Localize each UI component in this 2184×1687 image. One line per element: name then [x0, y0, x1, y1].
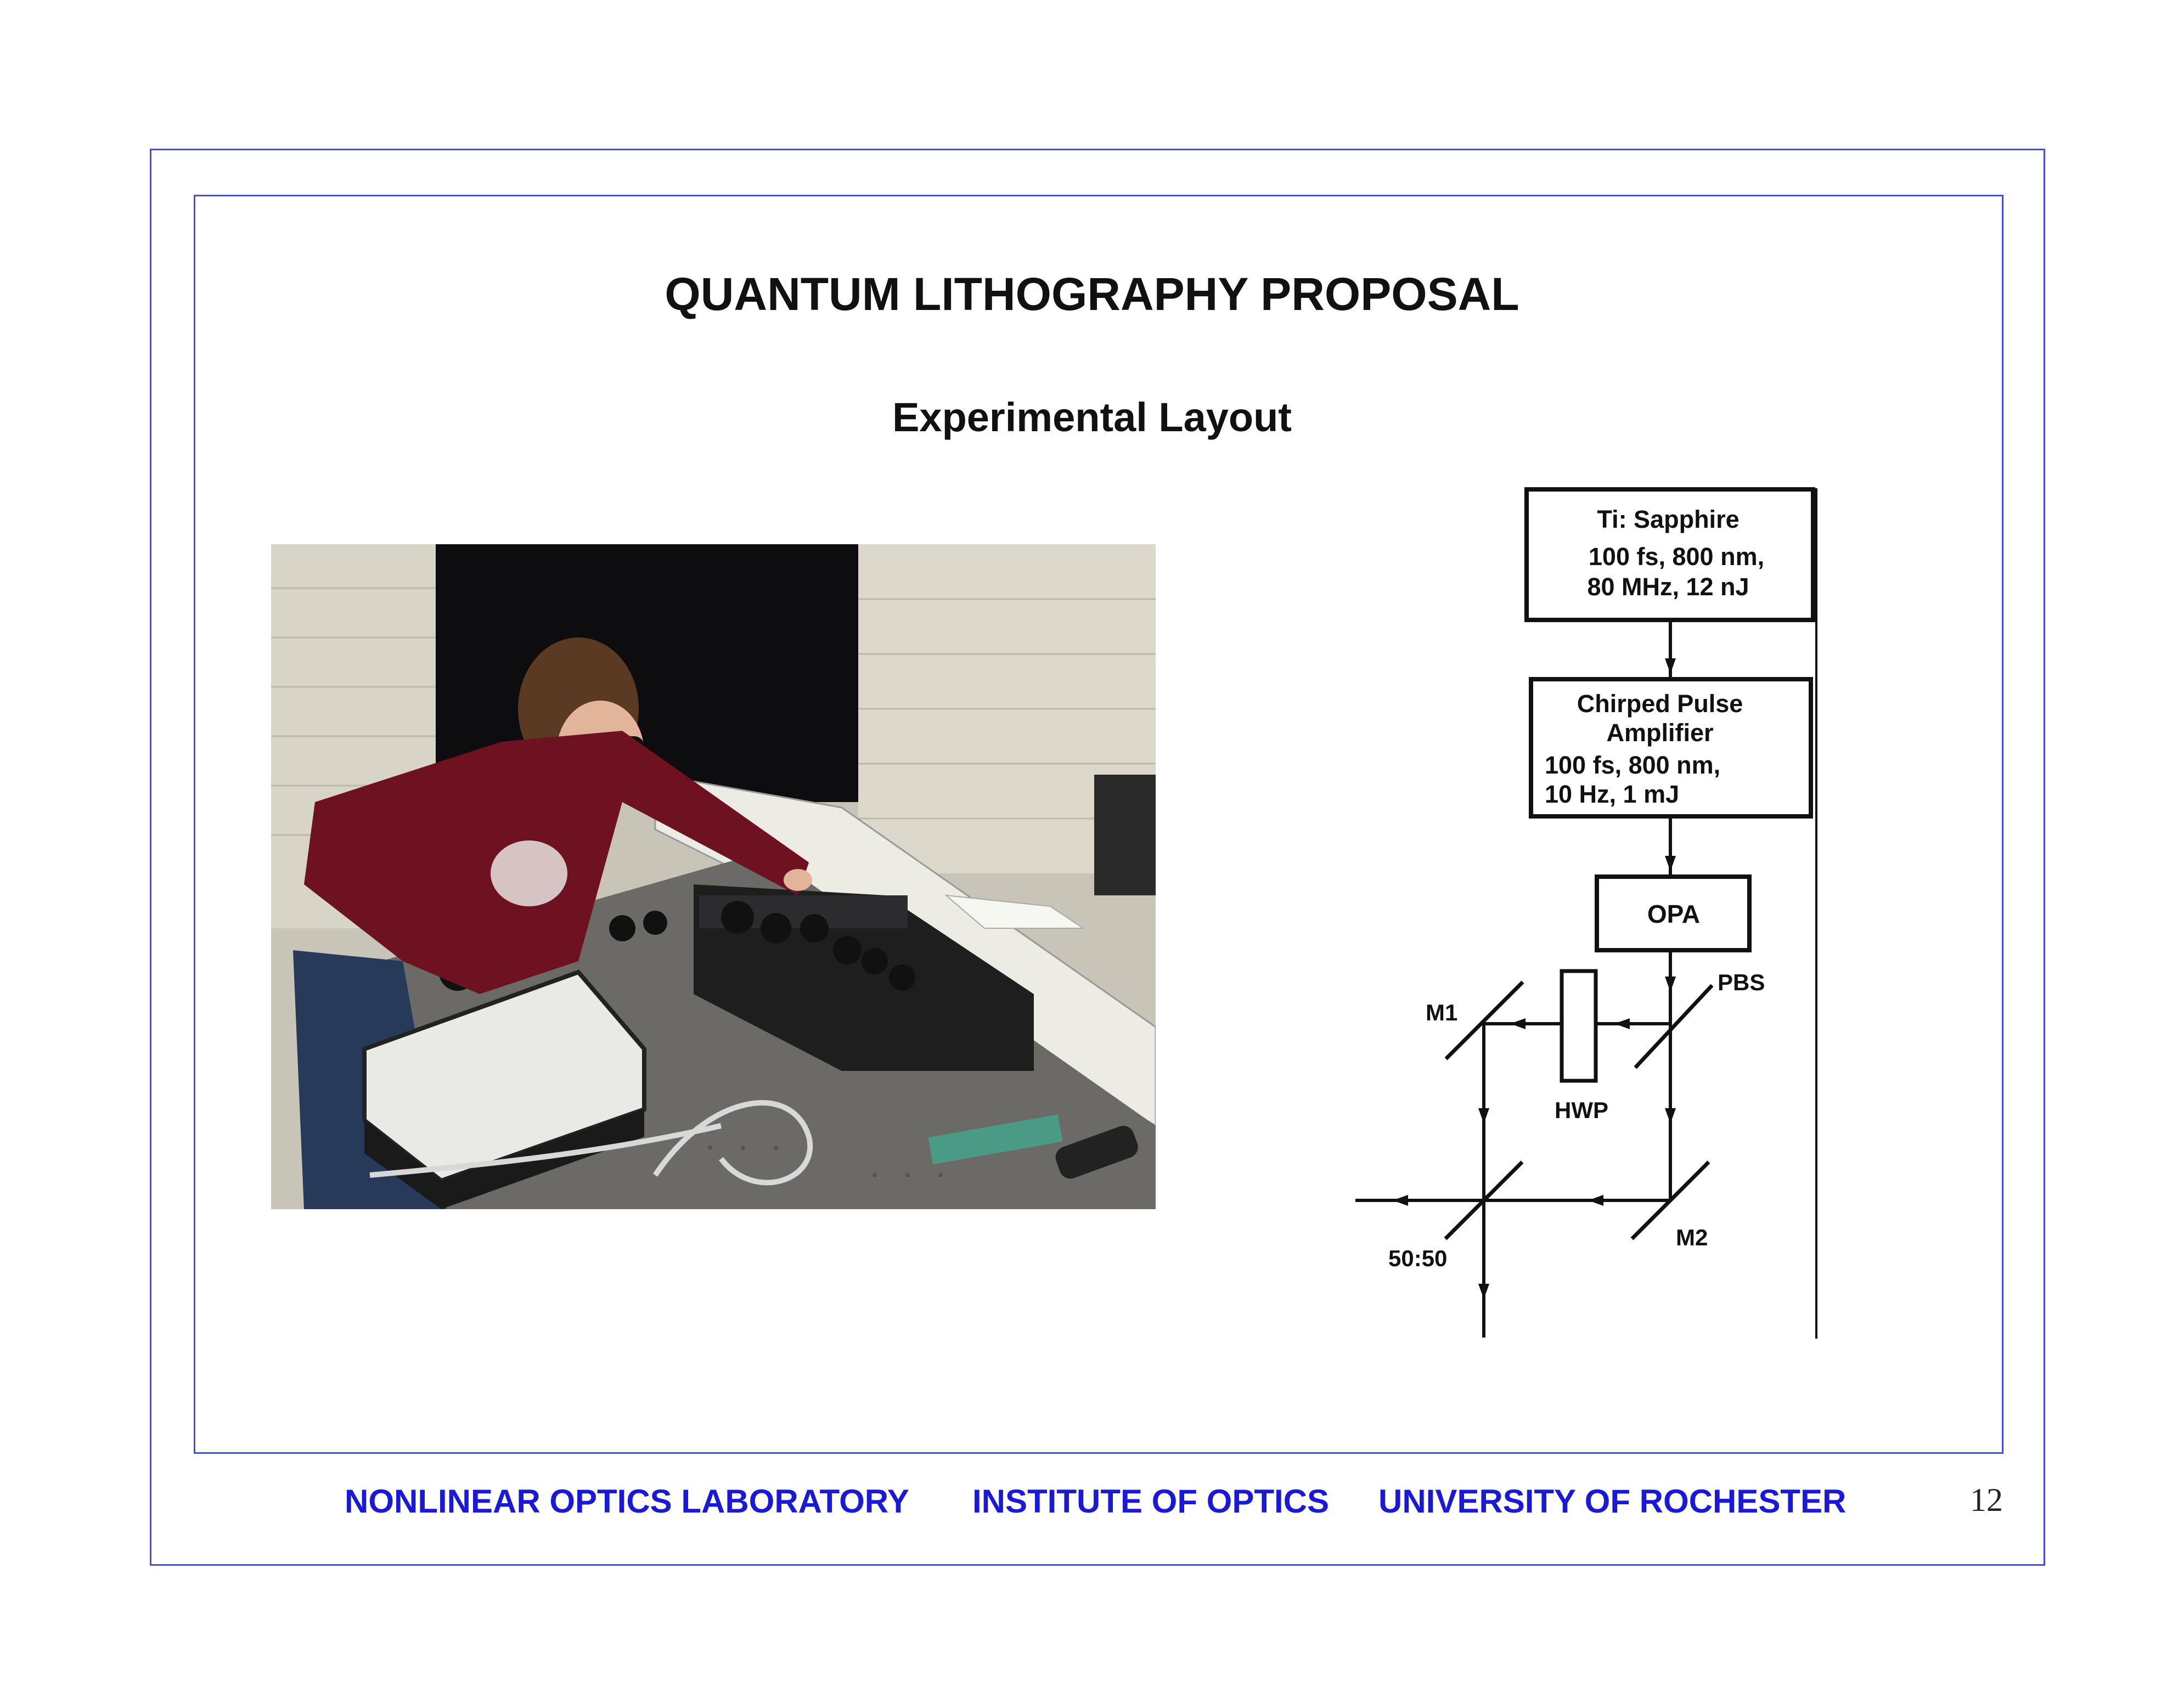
- footer-university: UNIVERSITY OF ROCHESTER: [1378, 1483, 1847, 1520]
- pbs-element: [1635, 985, 1712, 1068]
- amp-line-1: Chirped Pulse: [1577, 690, 1743, 718]
- slide-subtitle: Experimental Layout: [892, 394, 1292, 440]
- amp-line-2: Amplifier: [1606, 719, 1714, 747]
- footer-institute: INSTITUTE OF OPTICS: [972, 1483, 1330, 1520]
- lab-photo: [271, 544, 1156, 1209]
- hwp-element: [1562, 971, 1596, 1081]
- m2-label: M2: [1676, 1225, 1708, 1250]
- optical-layout-diagram: [1344, 477, 1838, 1344]
- footer-lab: NONLINEAR OPTICS LABORATORY: [345, 1483, 909, 1520]
- opa-label: OPA: [1647, 900, 1701, 928]
- laser-spec-line-2: 80 MHz, 12 nJ: [1587, 573, 1749, 601]
- amp-line-3: 100 fs, 800 nm,: [1545, 751, 1721, 779]
- amp-line-4: 10 Hz, 1 mJ: [1545, 780, 1680, 808]
- laser-spec-line-1: 100 fs, 800 nm,: [1588, 543, 1765, 571]
- laser-name: Ti: Sapphire: [1597, 505, 1740, 533]
- page-number: 12: [1970, 1482, 2003, 1518]
- splitter-label: 50:50: [1388, 1245, 1448, 1271]
- m1-label: M1: [1426, 1000, 1458, 1025]
- pbs-label: PBS: [1718, 969, 1765, 995]
- hwp-label: HWP: [1555, 1097, 1608, 1123]
- slide-title: QUANTUM LITHOGRAPHY PROPOSAL: [665, 268, 1519, 320]
